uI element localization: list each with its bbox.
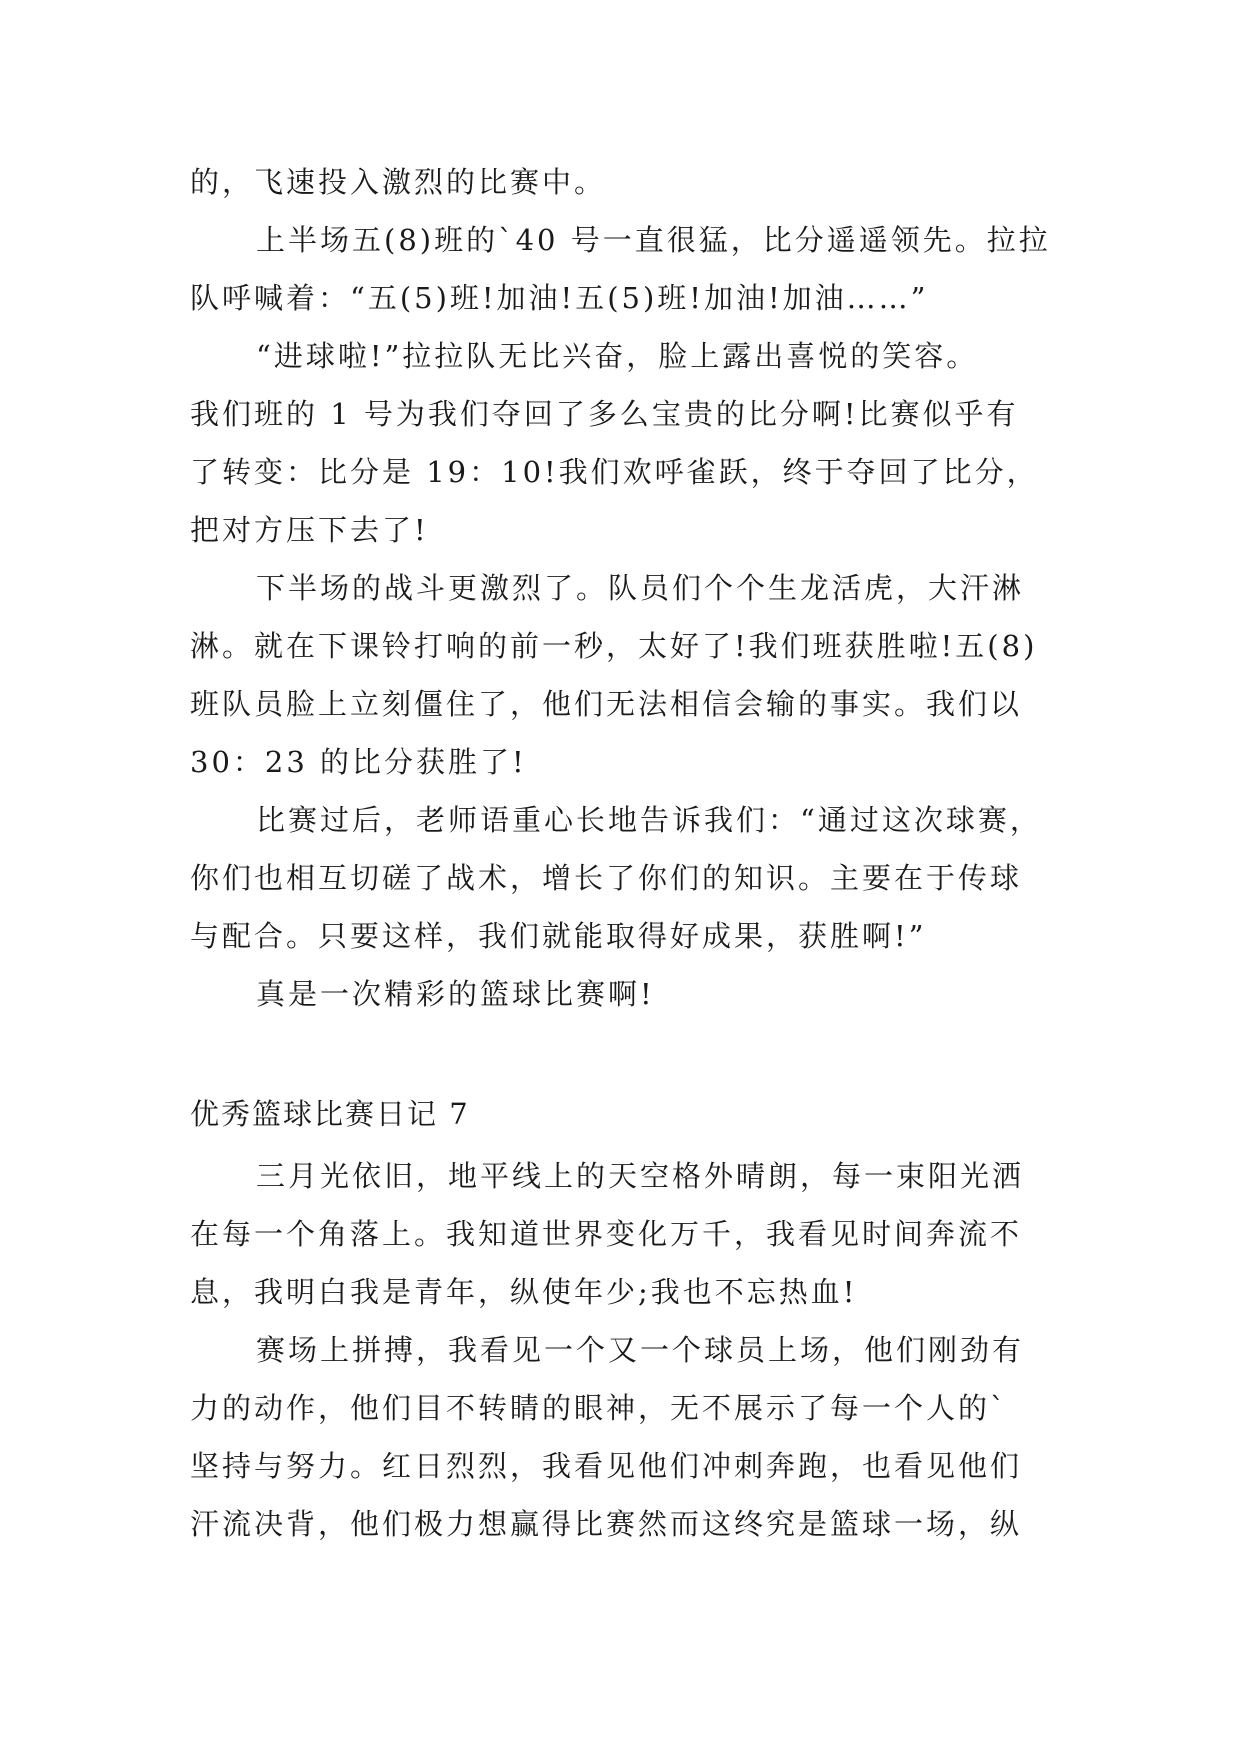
text-line: 我们班的 1 号为我们夺回了多么宝贵的比分啊!比赛似乎有 bbox=[190, 397, 1019, 431]
text-line: 息，我明白我是青年，纵使年少;我也不忘热血! bbox=[190, 1275, 858, 1309]
text-line: “进球啦!”拉拉队无比兴奋，脸上露出喜悦的笑容。 bbox=[256, 339, 979, 373]
text-line: 30：23 的比分获胜了! bbox=[190, 745, 527, 779]
text-line: 队呼喊着：“五(5)班!加油!五(5)班!加油!加油……” bbox=[190, 281, 929, 315]
article-body-part1 bbox=[190, 153, 1050, 1023]
text-line: 上半场五(8)班的`40 号一直很猛，比分遥遥领先。拉拉 bbox=[256, 223, 1051, 257]
text-line: 力的动作，他们目不转睛的眼神，无不展示了每一个人的` bbox=[190, 1391, 1008, 1425]
text-line: 的，飞速投入激烈的比赛中。 bbox=[190, 165, 607, 199]
text-line: 淋。就在下课铃打响的前一秒，太好了!我们班获胜啦!五(8) bbox=[190, 629, 1038, 663]
text-line: 了转变：比分是 19：10!我们欢呼雀跃，终于夺回了比分， bbox=[190, 455, 1039, 489]
text-line: 与配合。只要这样，我们就能取得好成果，获胜啊!” bbox=[190, 919, 927, 953]
text-line: 下半场的战斗更激烈了。队员们个个生龙活虎，大汗淋 bbox=[256, 571, 1025, 605]
text-line: 三月光依旧，地平线上的天空格外晴朗，每一束阳光洒 bbox=[256, 1159, 1025, 1193]
text-line: 班队员脸上立刻僵住了，他们无法相信会输的事实。我们以 bbox=[190, 687, 1023, 721]
text-line: 坚持与努力。红日烈烈，我看见他们冲刺奔跑，也看见他们 bbox=[190, 1449, 1023, 1483]
text-line: 在每一个角落上。我知道世界变化万千，我看见时间奔流不 bbox=[190, 1217, 1023, 1251]
text-line: 你们也相互切磋了战术，增长了你们的知识。主要在于传球 bbox=[190, 861, 1023, 895]
text-line: 把对方压下去了! bbox=[190, 513, 429, 547]
text-line: 赛场上拼搏，我看见一个又一个球员上场，他们刚劲有 bbox=[256, 1333, 1025, 1367]
text-line: 真是一次精彩的篮球比赛啊! bbox=[256, 977, 655, 1011]
text-line: 比赛过后，老师语重心长地告诉我们：“通过这次球赛， bbox=[256, 803, 1042, 837]
article-body-part2 bbox=[190, 1147, 1050, 1553]
text-line: 汗流决背，他们极力想赢得比赛然而这终究是篮球一场，纵 bbox=[190, 1507, 1023, 1541]
section-heading: 优秀篮球比赛日记 7 bbox=[190, 1097, 470, 1131]
